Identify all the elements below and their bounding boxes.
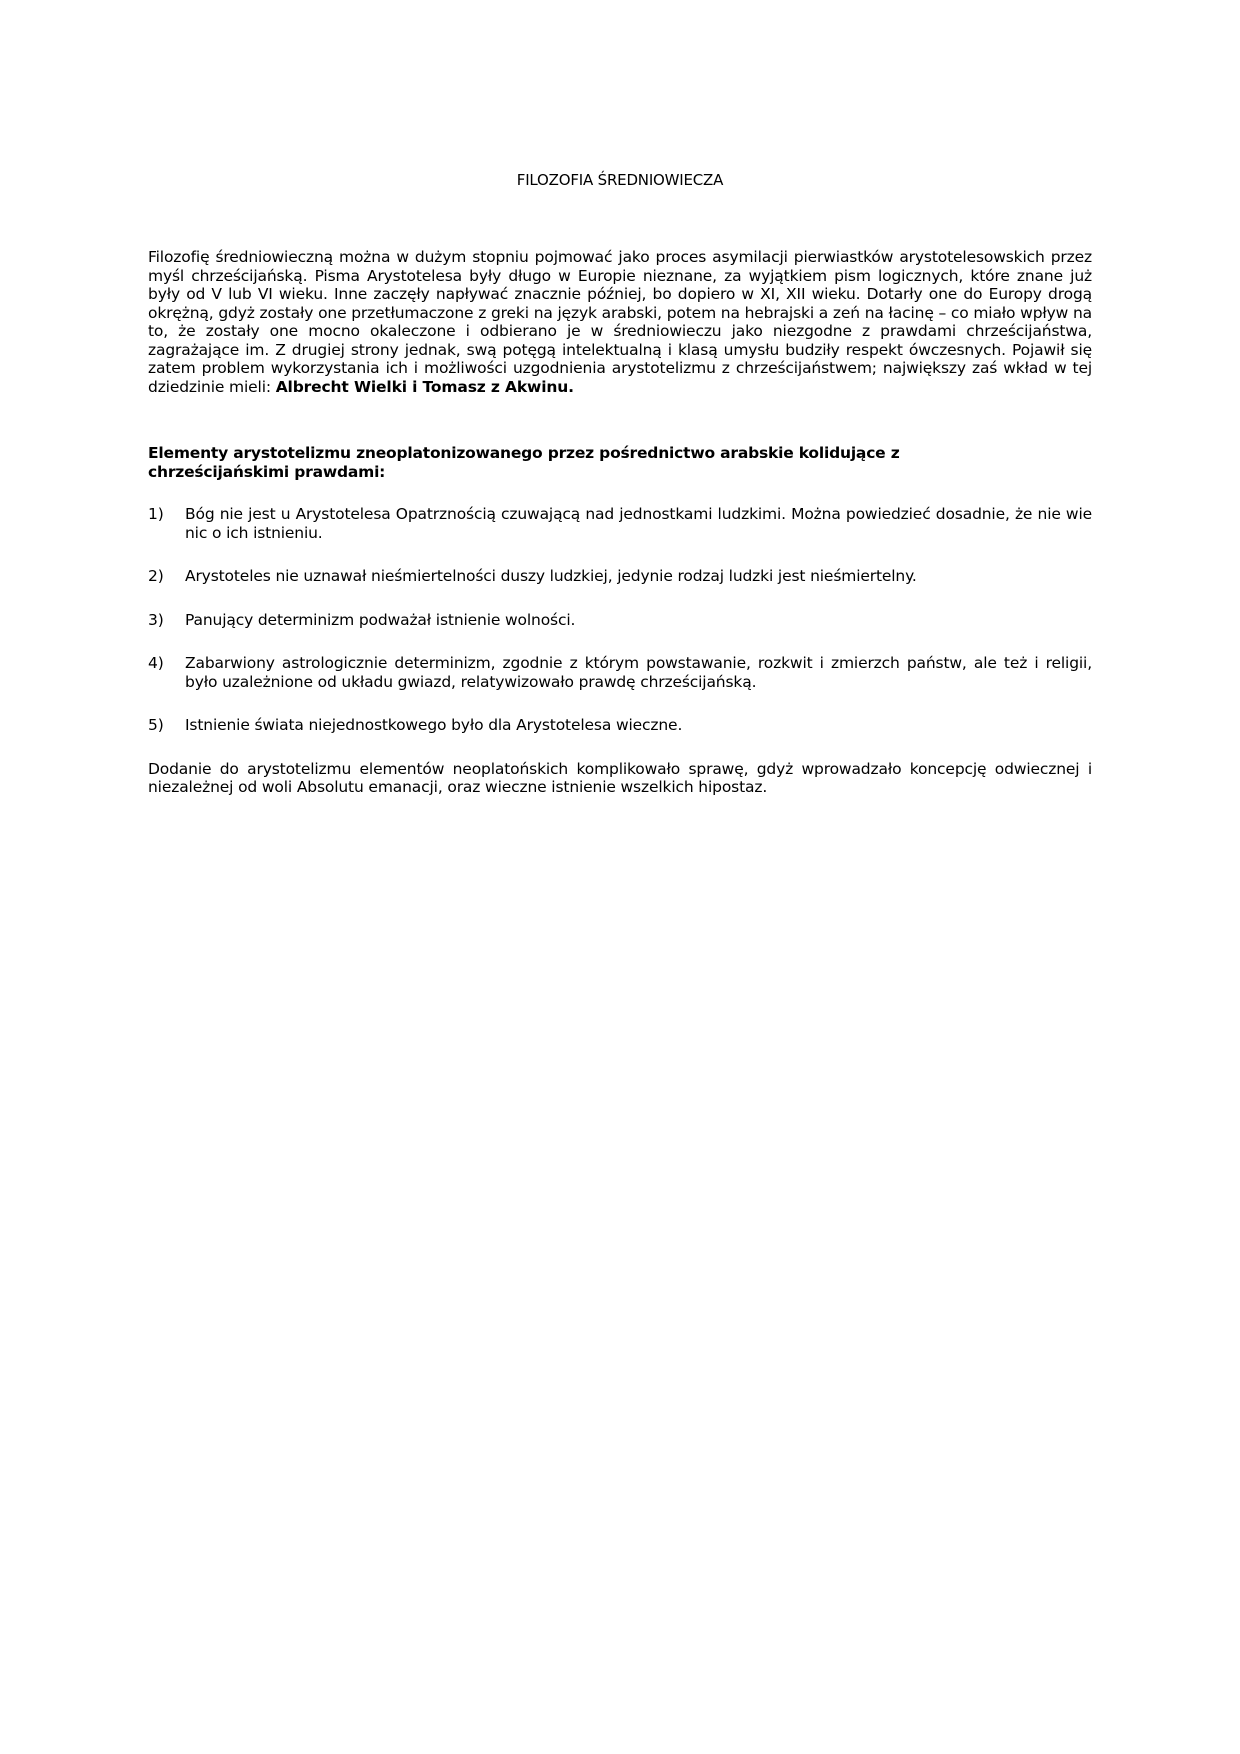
intro-text: Filozofię średniowieczną można w dużym stopniu pojmować jako proces asymilacji pierwiastków arystotelesowskich przez myśl chrześcijańską. Pisma Arystotelesa były długo w Europie nieznane, za wyjątkiem pism logicznych, które znane już były od V lub VI wieku. Inne zaczęły napływać znacznie później, bo dopiero w XI, XII wieku. Dotarły one do Europy drogą okrężną, gdyż zostały one przetłumaczone z greki na język arabski, potem na hebrajski a zeń na łacinę – co miało wpływ na to, że zostały one mocno okaleczone i odbierano je w średniowieczu jako niezgodne z prawdami chrześcijaństwa, zagrażające im. Z drugiej strony jednak, swą potęgą intelektualną i klasą umysłu budziły respekt ówczesnych. Pojawił się zatem problem wykorzystania ich i możliwości uzgodnienia arystotelizmu z chrześcijaństwem; największy zaś wkład w tej dziedzinie mieli: <box>148 248 1092 396</box>
list-item-number: 3) <box>148 610 164 629</box>
list-item-number: 2) <box>148 567 164 585</box>
intro-bold-names: Albrecht Wielki i Tomasz z Akwinu. <box>275 377 574 396</box>
list-item <box>148 611 1092 630</box>
section-heading: Elementy arystotelizmu zneoplatonizowanego przez pośrednictwo arabskie kolidujące z chrześcijańskimi prawdami: <box>148 444 900 481</box>
closing-paragraph: Dodanie do arystotelizmu elementów neoplatońskich komplikowało sprawę, gdyż wprowadzało koncepcję odwiecznej i niezależnej od woli Absolutu emanacji, oraz wieczne istnienie wszelkich hipostaz. <box>148 759 1092 796</box>
list-item <box>148 654 1092 691</box>
document-title: FILOZOFIA ŚREDNIOWIECZA <box>516 171 724 189</box>
list-item <box>148 505 1092 542</box>
list-item-number: 5) <box>148 716 164 734</box>
numbered-list <box>148 505 1092 735</box>
list-item <box>148 567 1092 586</box>
list-item <box>148 716 1092 735</box>
list-item-text: Panujący determinizm podważał istnienie wolności. <box>185 610 576 629</box>
list-item-text: Bóg nie jest u Arystotelesa Opatrznością czuwającą nad jednostkami ludzkimi. Można powiedzieć dosadnie, że nie wie nic o ich istnieniu. <box>185 505 1092 542</box>
list-item-text: Zabarwiony astrologicznie determinizm, zgodnie z którym powstawanie, rozkwit i zmierzch państw, ale też i religii, było uzależnione od układu gwiazd, relatywizowało prawdę chrześcijańską. <box>185 654 1092 691</box>
list-item-number: 1) <box>148 505 164 523</box>
intro-paragraph <box>148 248 1092 396</box>
list-item-number: 4) <box>148 654 164 672</box>
list-item-text: Istnienie świata niejednostkowego było dla Arystotelesa wieczne. <box>185 716 683 734</box>
list-item-text: Arystoteles nie uznawał nieśmiertelności duszy ludzkiej, jedynie rodzaj ludzki jest nieśmiertelny. <box>185 567 917 585</box>
document-content <box>148 170 1092 797</box>
